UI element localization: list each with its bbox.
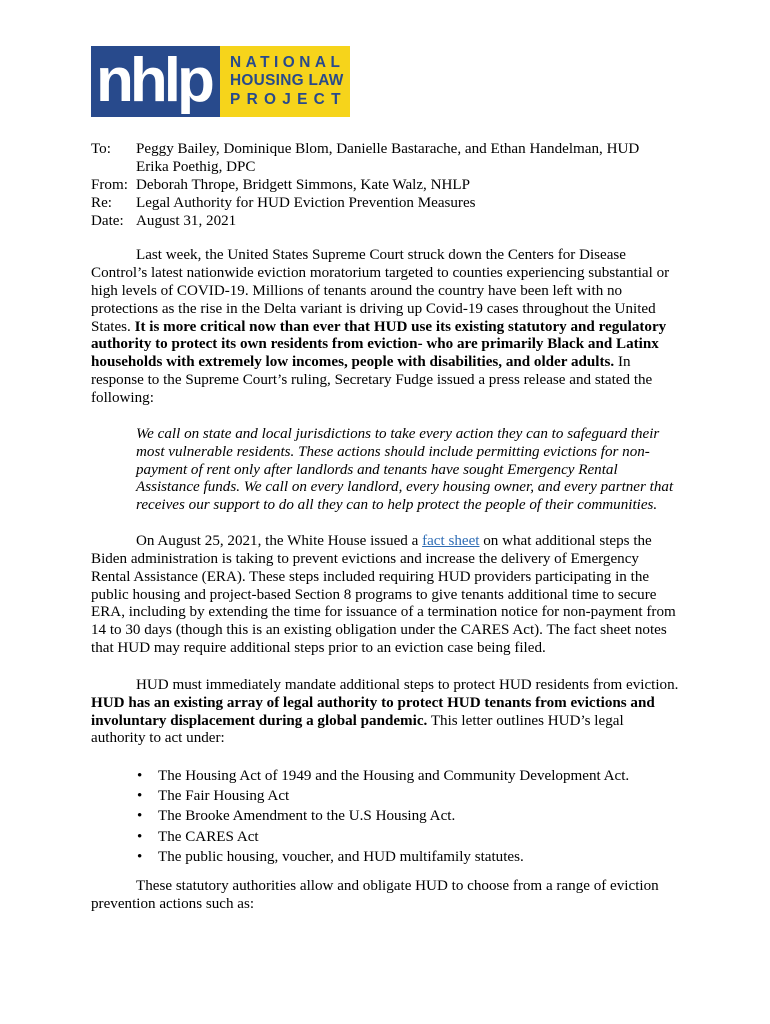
bullet-icon: • [137, 788, 143, 805]
paragraph-line [91, 713, 711, 731]
bullet-icon: • [137, 768, 143, 784]
line-text: prevention actions such as: [91, 896, 255, 912]
secretary-quote [136, 426, 711, 515]
logo-mark-text: nhlp [96, 46, 211, 115]
to-recipients: Peggy Bailey, Dominique Blom, Danielle Bastarache, and Ethan Handelman, HUD [136, 141, 640, 157]
line-text: high levels of COVID-19. Millions of tenants around the country have been left with no [91, 282, 623, 299]
paragraph-line [91, 569, 711, 587]
logo-mark-box [91, 46, 220, 117]
quote-line: receives our support to do all they can to help protect the people of their communities. [136, 497, 658, 514]
list-item [91, 786, 711, 806]
to-recipients-continued: Erika Poethig, DPC [136, 159, 256, 175]
list-item-text: The public housing, voucher, and HUD multifamily statutes. [158, 848, 524, 865]
logo-word-housing-law: HOUSING LAW [230, 72, 344, 89]
list-item-text: The CARES Act [158, 828, 259, 845]
paragraph-line [91, 301, 711, 319]
paragraph-line [91, 587, 711, 605]
line-text: On August 25, 2021, the White House issued a [136, 533, 423, 549]
line-text: HUD must immediately mandate additional steps to protect HUD residents from eviction. [136, 677, 679, 693]
from-row [91, 176, 711, 194]
to-label: To: [91, 141, 111, 157]
from-senders: Deborah Thrope, Bridgett Simmons, Kate Walz, NHLP [136, 177, 471, 193]
line-text: protections as the rise in the Delta variant is driving up Covid-19 cases throughout the United [91, 300, 656, 317]
authorities-list [91, 766, 711, 867]
line-text: In [614, 354, 631, 371]
bullet-icon: • [137, 808, 143, 825]
list-item [91, 766, 711, 786]
date-value: August 31, 2021 [136, 213, 237, 229]
line-text: response to the Supreme Court’s ruling, Secretary Fudge issued a press release and stated the [91, 372, 653, 389]
emphasis-text: HUD has an existing array of legal authority to protect HUD tenants from evictions and [91, 694, 655, 711]
paragraph-line [91, 640, 711, 658]
line-text: These statutory authorities allow and obligate HUD to choose from a range of eviction [136, 878, 659, 894]
paragraph-line [91, 390, 711, 408]
to-row-continued [91, 158, 711, 176]
paragraph-line [91, 622, 711, 640]
logo-word-project: PROJECT [230, 91, 347, 108]
paragraph-line [91, 877, 711, 895]
line-text: on what additional steps the [479, 533, 652, 549]
list-item [91, 827, 711, 847]
line-text: Last week, the United States Supreme Court struck down the Centers for Disease [136, 247, 627, 263]
list-item-text: The Brooke Amendment to the U.S Housing Act. [158, 808, 456, 825]
paragraph-line [91, 551, 711, 569]
prevention-actions-paragraph [91, 877, 711, 913]
line-text: 14 to 30 days (though this is an existing obligation under the CARES Act). The fact sheet notes [91, 622, 667, 639]
logo-wordmark-box [220, 46, 350, 117]
line-text: States. [91, 318, 135, 335]
line-text: authority to act under: [91, 730, 225, 747]
intro-paragraph [91, 247, 711, 408]
bullet-icon: • [137, 828, 143, 845]
paragraph-line [91, 533, 711, 551]
paragraph-line [91, 604, 711, 622]
line-text: Control’s latest nationwide eviction moratorium targeted to counties experiencing substantial or [91, 264, 670, 281]
nhlp-logo [91, 46, 350, 117]
re-label: Re: [91, 195, 112, 211]
quote-line: We call on state and local jurisdictions to take every action they can to safeguard their [136, 426, 660, 442]
line-text: Rental Assistance (ERA). These steps included requiring HUD providers participating in the [91, 568, 650, 585]
list-item [91, 806, 711, 826]
logo-word-national: NATIONAL [230, 54, 345, 71]
paragraph-line [91, 730, 711, 748]
paragraph-line [91, 265, 711, 283]
line-text: This letter outlines HUD’s legal [427, 712, 624, 729]
paragraph-line [91, 372, 711, 390]
line-text: ERA, including by extending the time for issuance of a termination notice for non-payment from [91, 604, 676, 621]
list-item-text: The Housing Act of 1949 and the Housing and Community Development Act. [158, 768, 630, 784]
from-label: From: [91, 177, 128, 193]
re-row [91, 194, 711, 212]
line-text: Biden administration is taking to prevent evictions and increase the delivery of Emergency [91, 550, 639, 567]
paragraph-line [91, 247, 711, 265]
to-row [91, 140, 711, 158]
quote-line: Assistance funds. We call on every landlord, every housing owner, and every partner that [136, 479, 674, 496]
paragraph-line [91, 283, 711, 301]
bullet-icon: • [137, 848, 143, 865]
paragraph-line [91, 336, 711, 354]
line-text: following: [91, 390, 154, 406]
paragraph-line [91, 319, 711, 337]
paragraph-line [91, 354, 711, 372]
line-text: that HUD may require additional steps prior to an eviction case being filed. [91, 640, 546, 657]
date-label: Date: [91, 213, 124, 229]
legal-authority-paragraph [91, 677, 711, 748]
list-item-text: The Fair Housing Act [158, 788, 290, 805]
line-text: public housing and project-based Section 8 programs to give tenants additional time to secure [91, 586, 657, 603]
emphasis-text: households with extremely low incomes, people with disabilities, and older adults. [91, 354, 615, 371]
re-subject: Legal Authority for HUD Eviction Prevention Measures [136, 195, 476, 211]
memo-header [91, 140, 711, 230]
fact-sheet-paragraph [91, 533, 711, 658]
paragraph-line [91, 895, 711, 913]
emphasis-text: authority to protect its own residents from eviction- who are primarily Black and Latinx [91, 336, 659, 353]
quote-line: most vulnerable residents. These actions should include permitting evictions for non- [136, 443, 650, 460]
fact-sheet-link[interactable]: fact sheet [422, 533, 480, 549]
emphasis-text: It is more critical now than ever that HUD use its existing statutory and regulatory [134, 318, 667, 335]
quote-line: payment of rent only after landlords and tenants have sought Emergency Rental [136, 461, 618, 478]
date-row [91, 212, 711, 230]
paragraph-line [91, 695, 711, 713]
list-item [91, 847, 711, 867]
emphasis-text: involuntary displacement during a global pandemic. [91, 712, 428, 729]
paragraph-line [91, 677, 711, 695]
